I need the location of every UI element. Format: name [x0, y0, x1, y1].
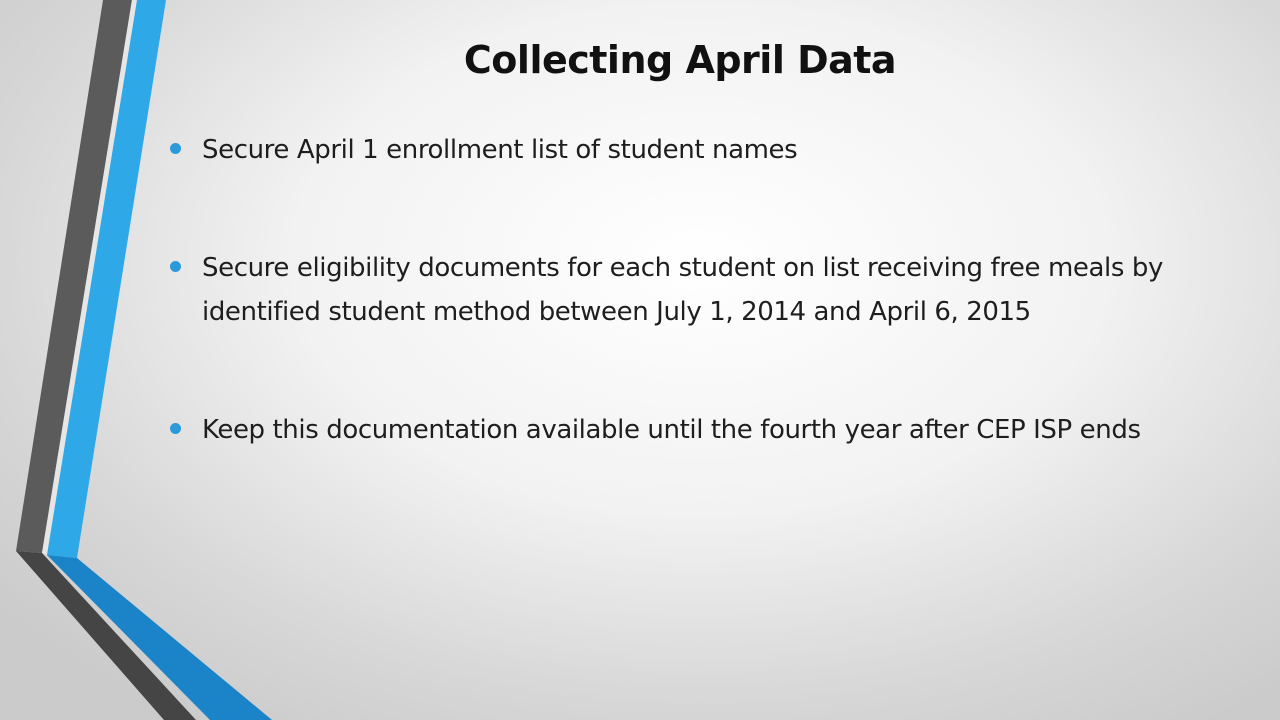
- bullet-dot-icon: [170, 423, 181, 434]
- bullet-list: [165, 128, 1165, 452]
- slide-title: Collecting April Data: [463, 38, 897, 82]
- bullet-item: [165, 246, 1165, 334]
- bullet-item: [165, 408, 1165, 452]
- bullet-text: Secure eligibility documents for each student on list receiving free meals by identified student method between July 1, 2014 and April 6, 2015: [202, 253, 1163, 327]
- bullet-dot-icon: [170, 143, 181, 154]
- bullet-dot-icon: [170, 261, 181, 272]
- bullet-item: [165, 128, 1165, 172]
- bullet-text: Keep this documentation available until the fourth year after CEP ISP ends: [202, 415, 1141, 445]
- bullet-text: Secure April 1 enrollment list of student names: [202, 135, 798, 165]
